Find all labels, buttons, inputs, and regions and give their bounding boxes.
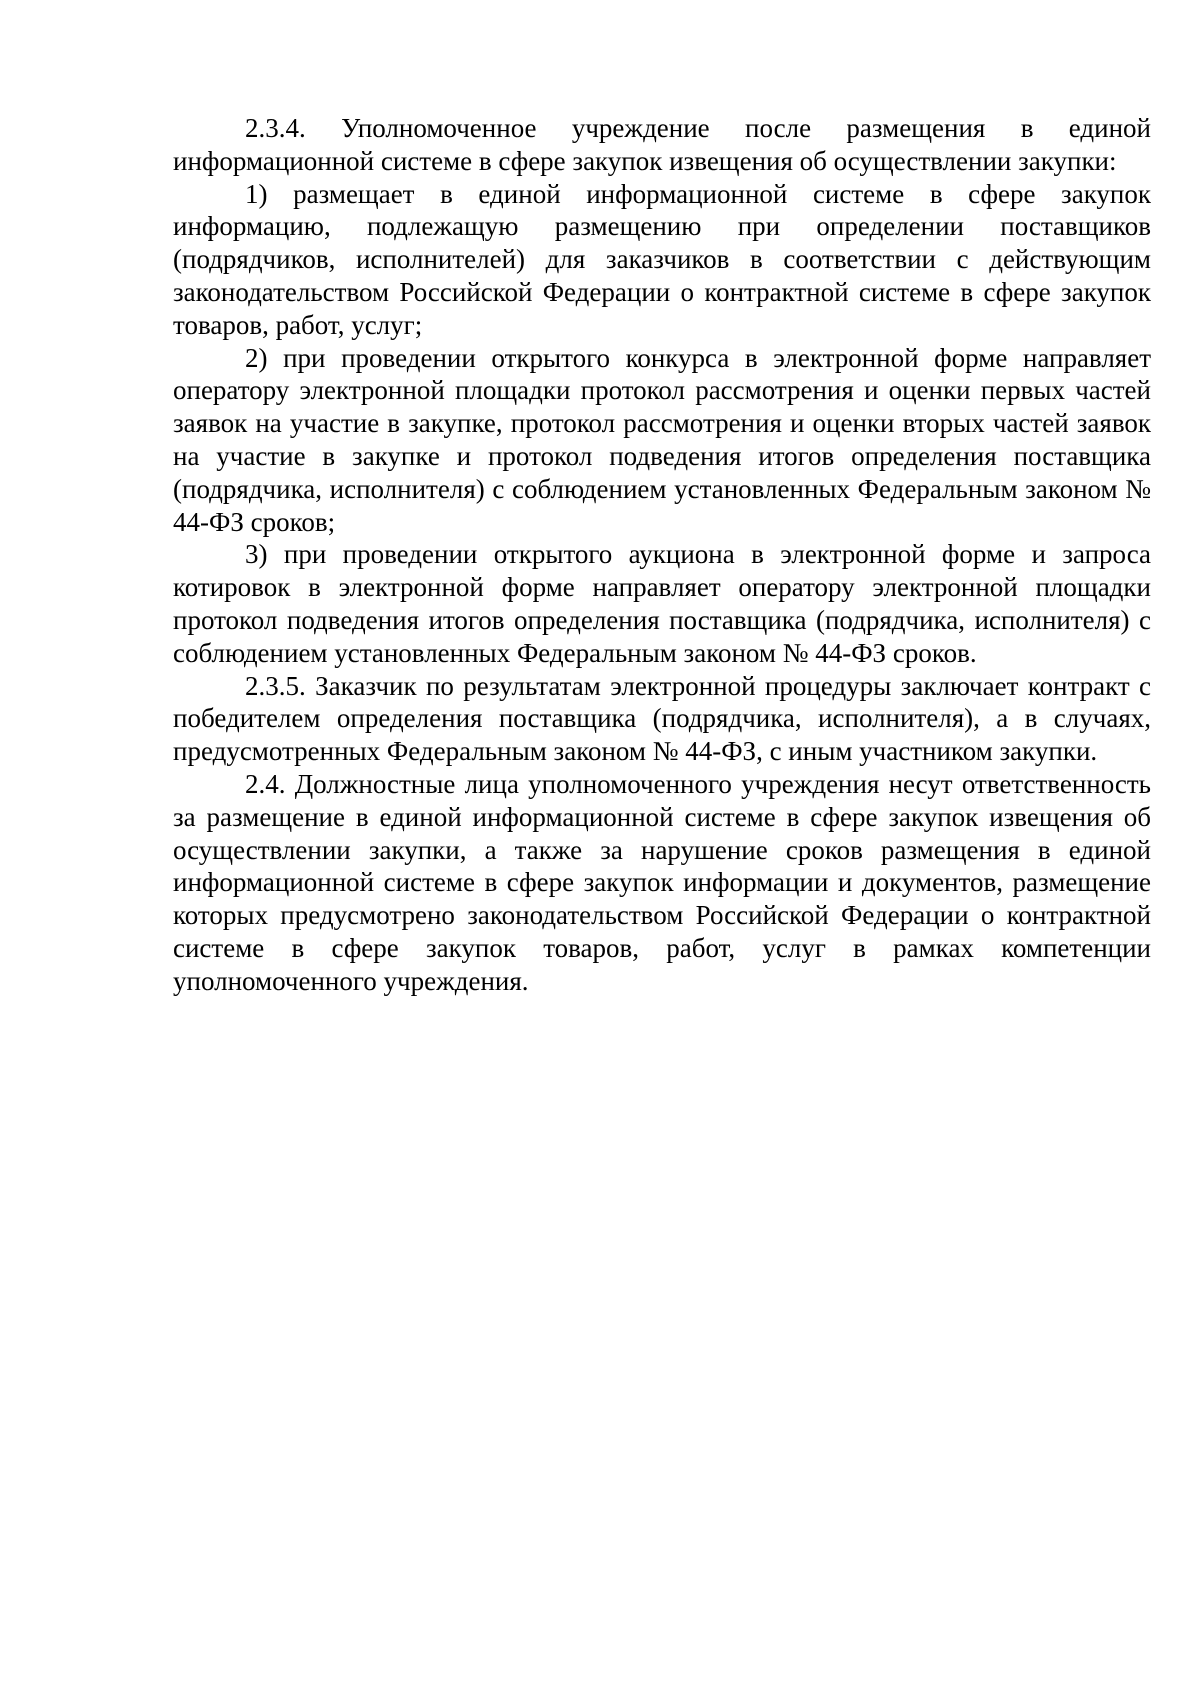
document-page [173, 112, 1151, 998]
paragraph-2-3-5: 2.3.5. Заказчик по результатам электронной процедуры заключает контракт с победителем определения поставщика (подрядчика, исполнителя), а в случаях, предусмотренных Федеральным законом № 44-ФЗ, с иным участником закупки. [173, 670, 1151, 767]
list-item-3: 3) при проведении открытого аукциона в электронной форме и запроса котировок в электронной форме направляет оператору электронной площадки протокол подведения итогов определения поставщика (подрядчика, исполнителя) с соблюдением установленных Федеральным законом № 44-ФЗ сроков. [173, 539, 1151, 668]
list-item-1: 1) размещает в единой информационной системе в сфере закупок информацию, подлежащую размещению при определении поставщиков (подрядчиков, исполнителей) для заказчиков в соответствии с действующим законодательством Российской Федерации о контрактной системе в сфере закупок товаров, работ, услуг; [173, 178, 1151, 340]
list-item-2: 2) при проведении открытого конкурса в электронной форме направляет оператору электронной площадки протокол рассмотрения и оценки первых частей заявок на участие в закупке, протокол рассмотрения и оценки вторых частей заявок на участие в закупке и протокол подведения итогов определения поставщика (подрядчика, исполнителя) с соблюдением установленных Федеральным законом № 44-ФЗ сроков; [173, 342, 1151, 537]
paragraph-2-3-4: 2.3.4. Уполномоченное учреждение после размещения в единой информационной системе в сфере закупок извещения об осуществлении закупки: [173, 113, 1151, 176]
paragraph-2-4: 2.4. Должностные лица уполномоченного учреждения несут ответственность за размещение в единой информационной системе в сфере закупок извещения об осуществлении закупки, а также за нарушение сроков размещения в единой информационной системе в сфере закупок информации и документов, размещение которых предусмотрено законодательством Российской Федерации о контрактной системе в сфере закупок товаров, работ, услуг в рамках компетенции уполномоченного учреждения. [173, 768, 1151, 996]
